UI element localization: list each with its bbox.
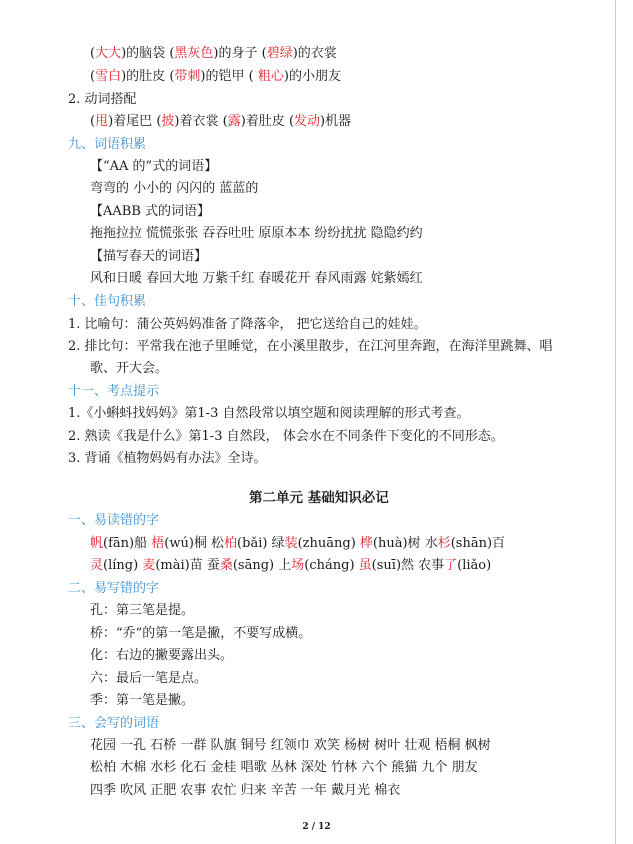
text-segment: ( xyxy=(288,114,295,129)
text-segment: ( xyxy=(261,46,267,61)
text-line xyxy=(90,158,217,176)
text-line xyxy=(90,113,351,131)
text-line xyxy=(90,68,341,86)
text-segment: ) xyxy=(240,114,246,129)
text-segment: ( xyxy=(90,46,96,61)
text-line xyxy=(90,602,194,620)
text-line xyxy=(90,782,400,800)
text-segment: ) xyxy=(108,114,114,129)
text-segment: 六：最后一笔是点。 xyxy=(90,671,208,686)
heading-text: 九、词语积累 xyxy=(68,137,147,152)
text-line xyxy=(90,270,423,288)
text-line xyxy=(90,203,210,221)
text-line xyxy=(68,338,553,356)
text-segment: (wú)桐 松 xyxy=(164,536,225,551)
answer-text: 帆 xyxy=(90,536,104,551)
answer-text: 粗心 xyxy=(257,69,284,84)
text-segment: ) xyxy=(121,46,127,61)
text-segment: 机器 xyxy=(325,114,352,129)
text-line xyxy=(68,91,137,109)
text-line xyxy=(68,715,159,733)
text-segment: 松柏 木棉 水杉 化石 金桂 唱歌 丛林 深处 竹林 六个 熊猫 九个 朋友 xyxy=(90,760,478,775)
text-segment: ) xyxy=(174,114,180,129)
text-line xyxy=(90,647,233,665)
answer-text: 桑 xyxy=(219,558,233,573)
answer-text: 发动 xyxy=(294,114,321,129)
text-segment: 第二单元 基础知识必记 xyxy=(249,490,389,506)
text-segment: 1.《小蝌蚪找妈妈》第1-3 自然段常以填空题和阅读理解的形式考查。 xyxy=(68,406,470,421)
text-segment: 的铠甲 xyxy=(205,69,249,84)
text-line xyxy=(90,45,337,63)
text-line xyxy=(68,512,159,530)
answer-text: 带刺 xyxy=(174,69,201,84)
text-segment: 着衣裳 xyxy=(179,114,223,129)
text-segment: (fān)船 xyxy=(103,536,152,551)
answer-text: 麦 xyxy=(142,558,156,573)
text-segment: 【“AA 的”式的词语】 xyxy=(90,159,218,174)
answer-text: 虽 xyxy=(358,558,372,573)
text-segment: 2. 排比句：平常我在池子里睡觉，在小溪里散步，在江河里奔跑，在海洋里跳舞、唱 xyxy=(68,339,553,354)
text-line xyxy=(90,759,478,777)
text-segment: ) xyxy=(213,46,219,61)
text-segment: 着尾巴 xyxy=(113,114,157,129)
text-segment: ) xyxy=(292,46,298,61)
text-segment: ( xyxy=(156,114,162,129)
text-segment: 化：右边的撇要露出头。 xyxy=(90,648,234,663)
text-segment: 的衣裳 xyxy=(297,46,337,61)
text-segment: (sāng) 上 xyxy=(232,558,292,573)
text-segment: ) xyxy=(283,69,289,84)
answer-text: 碧绿 xyxy=(266,46,293,61)
text-segment: (liǎo) xyxy=(457,558,492,573)
heading-text: 十一、考点提示 xyxy=(68,384,160,399)
text-line xyxy=(68,450,267,468)
text-line xyxy=(90,625,311,643)
answer-text: 桦 xyxy=(359,536,373,551)
text-line xyxy=(90,360,168,378)
text-segment: 的肚皮 xyxy=(126,69,170,84)
text-segment: 拖拖拉拉 慌慌张张 吞吞吐吐 原原本本 纷纷扰扰 隐隐约约 xyxy=(90,226,423,241)
text-segment: 【AABB 式的词语】 xyxy=(90,204,211,219)
text-segment: 桥：“乔”的第一笔是撇，不要写成横。 xyxy=(90,626,312,641)
text-line xyxy=(90,180,258,198)
text-segment: 歌、开大会。 xyxy=(90,361,169,376)
text-segment: 3. 背诵《植物妈妈有办法》全诗。 xyxy=(68,451,267,466)
text-line xyxy=(90,535,505,553)
heading-text: 一、易读错的字 xyxy=(68,513,160,528)
text-line xyxy=(90,225,423,243)
text-line xyxy=(68,405,469,423)
text-segment: 弯弯的 小小的 闪闪的 蓝蓝的 xyxy=(90,181,259,196)
text-line xyxy=(90,670,207,688)
text-segment: 季：第一笔是撇。 xyxy=(90,693,195,708)
text-segment: (líng) xyxy=(103,558,143,573)
answer-text: 了 xyxy=(444,558,458,573)
text-line xyxy=(68,428,504,446)
answer-text: 披 xyxy=(161,114,175,129)
text-segment: (bǎi) 绿 xyxy=(237,536,285,551)
answer-text: 梧 xyxy=(151,536,165,551)
text-line xyxy=(68,316,427,334)
section-title xyxy=(249,489,389,507)
text-segment: 的小朋友 xyxy=(288,69,341,84)
text-segment: 2. 熟读《我是什么》第1-3 自然段， 体会水在不同条件下变化的不同形态。 xyxy=(68,429,504,444)
text-segment: ) xyxy=(121,69,127,84)
text-segment: 孔：第三笔是提。 xyxy=(90,603,195,618)
text-segment: (huà)树 水 xyxy=(372,536,438,551)
text-segment: ) xyxy=(200,69,206,84)
text-segment: ( xyxy=(222,114,228,129)
answer-text: 甩 xyxy=(95,114,109,129)
text-segment: 的脑袋 xyxy=(126,46,170,61)
answer-text: 大大 xyxy=(95,46,122,61)
heading-text: 三、会写的词语 xyxy=(68,716,160,731)
text-line xyxy=(68,580,159,598)
text-line xyxy=(90,557,491,575)
text-line xyxy=(90,692,194,710)
answer-text: 灵 xyxy=(90,558,104,573)
page-number: 2 / 12 xyxy=(302,822,331,832)
text-line xyxy=(68,293,146,311)
text-line xyxy=(90,737,491,755)
text-segment: (mài)苗 蚕 xyxy=(155,558,220,573)
answer-text: 柏 xyxy=(224,536,238,551)
answer-text: 黑灰色 xyxy=(174,46,214,61)
answer-text: 露 xyxy=(227,114,241,129)
text-line xyxy=(68,383,159,401)
text-segment: 花园 一孔 石桥 一群 队旗 铜号 红领巾 欢笑 杨树 树叶 壮观 梧桐 枫树 xyxy=(90,738,491,753)
text-segment: ( xyxy=(90,69,96,84)
text-line xyxy=(90,248,207,266)
text-segment: 风和日暖 春回大地 万紫千红 春暖花开 春风雨露 姹紫嫣红 xyxy=(90,271,423,286)
heading-text: 十、佳句积累 xyxy=(68,294,147,309)
text-segment: (suī)然 农事 xyxy=(371,558,445,573)
text-segment: ( xyxy=(90,114,96,129)
answer-text: 场 xyxy=(291,558,305,573)
text-segment: 2. 动词搭配 xyxy=(68,92,137,107)
text-segment: (zhuāng) xyxy=(297,536,360,551)
text-segment: ( xyxy=(248,69,258,84)
answer-text: 装 xyxy=(284,536,298,551)
text-segment: 四季 吹风 正肥 农事 农忙 归来 辛苦 一年 戴月光 棉衣 xyxy=(90,783,401,798)
text-segment: 1. 比喻句：蒲公英妈妈准备了降落伞， 把它送给自己的娃娃。 xyxy=(68,317,427,332)
answer-text: 雪白 xyxy=(95,69,122,84)
heading-text: 二、易写错的字 xyxy=(68,581,160,596)
page-edge xyxy=(615,0,616,844)
text-segment: 着肚皮 xyxy=(245,114,289,129)
text-segment: 的身子 xyxy=(218,46,262,61)
text-segment: (cháng) xyxy=(304,558,359,573)
text-segment: ) xyxy=(320,114,326,129)
text-segment: 【描写春天的词语】 xyxy=(90,249,208,264)
text-segment: ( xyxy=(169,46,175,61)
text-segment: ( xyxy=(169,69,175,84)
text-line xyxy=(68,136,146,154)
answer-text: 杉 xyxy=(437,536,451,551)
text-segment: (shān)百 xyxy=(450,536,506,551)
